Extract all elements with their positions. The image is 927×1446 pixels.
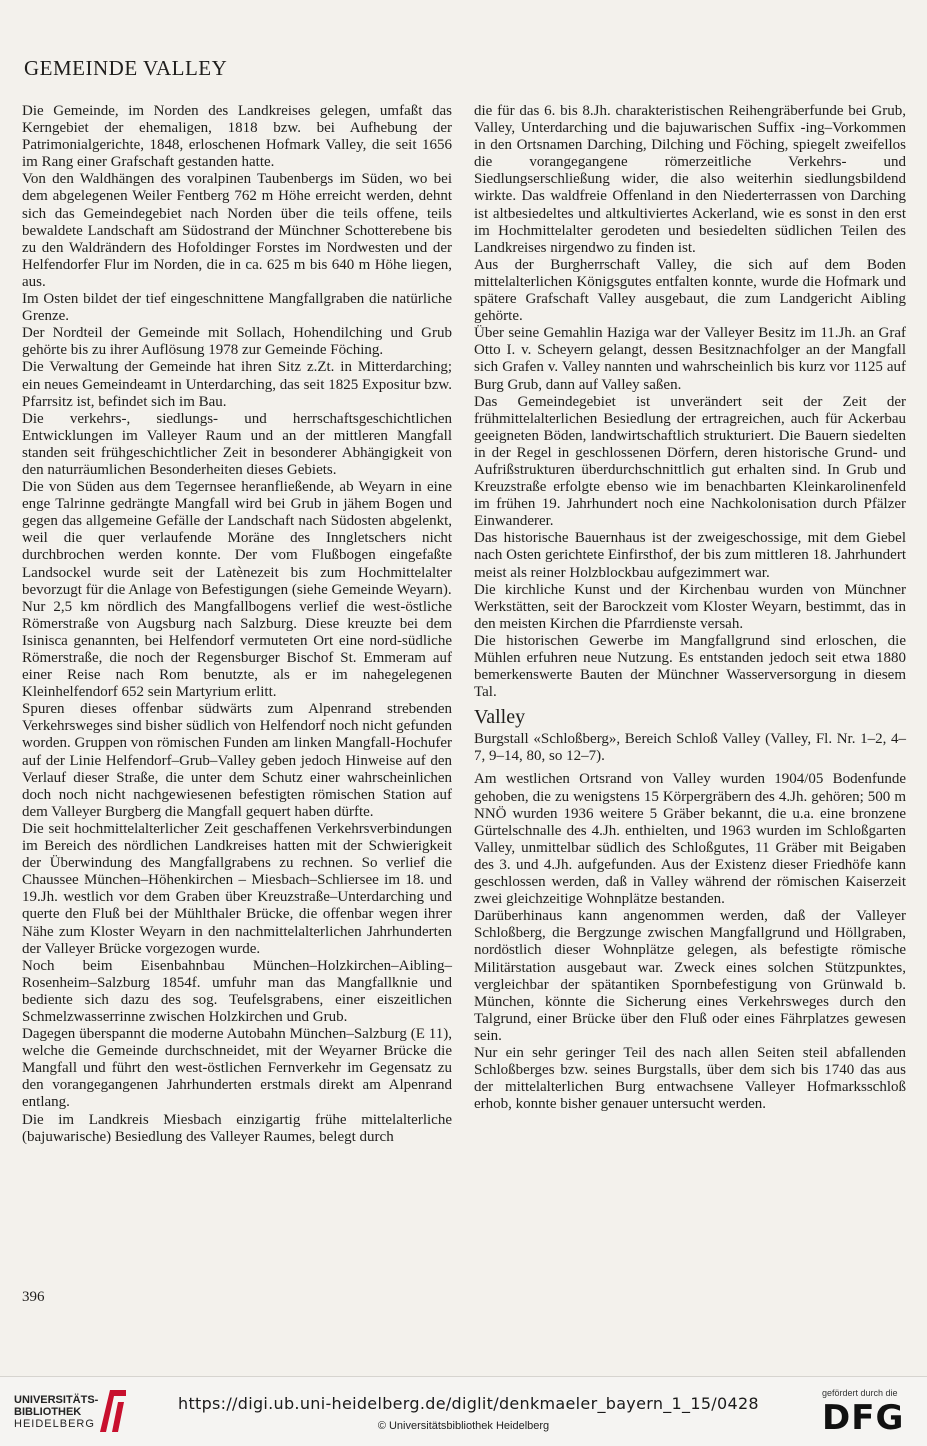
- paragraph: Dagegen überspannt die moderne Autobahn München–Salzburg (E 11), welche die Gemeinde durchschneidet, mit der Weyarner Brücke die Mangfall und führt den west-östlichen Fernverkehr im Gegensatz zu den vorangegangenen Jahrhunderten erstmals direkt am Alpenrand entlang.: [22, 1026, 452, 1111]
- paragraph: Die verkehrs-, siedlungs- und herrschaftsgeschichtlichen Entwicklungen im Valleyer Raum und an der mittleren Mangfall standen seit frühgeschichtlicher Zeit in besonderer Abhängigkeit von den naturräumlichen Besonderheiten dieses Gebiets.: [22, 410, 452, 478]
- paragraph: Noch beim Eisenbahnbau München–Holzkirchen–Aibling–Rosenheim–Salzburg 1854f. umfuhr man das Mangfallknie und bediente sich dazu des sog. Teufelsgrabens, einer eiszeitlichen Schmelzwasserrinne zwischen Holzkirchen und Grub.: [22, 957, 452, 1025]
- logo-line: UNIVERSITÄTS-: [14, 1394, 99, 1406]
- copyright-note: © Universitätsbibliothek Heidelberg: [377, 1420, 550, 1432]
- paragraph: Darüberhinaus kann angenommen werden, daß der Valleyer Schloßberg, die Bergzunge zwischen Mangfallgrund und Höllgraben, nordöstlich dieser Wohnplätze gelegen, als befestigte römische Militärstation ausgebaut war. Zweck eines solchen Stützpunktes, vergleichbar der spätantiken Spornbefestigung von Grünwald b. München, könnte die Sicherung eines Verkehrsweges durch den Talgrund, einer Brücke über den Fluß oder eines Fährplatzes gewesen sein.: [474, 908, 906, 1044]
- page-title: GEMEINDE VALLEY: [24, 56, 228, 80]
- paragraph: Von den Waldhängen des voralpinen Taubenbergs im Süden, wo bei dem abgelegenen Weiler Fentberg 762 m Höhe erreicht werden, dehnt sich das Gemeindegebiet nach Norden über die teils offene, teils bewaldete Landschaft am Südostrand der Münchner Schotterebene bis zu den Waldrändern des Hofoldinger Forstes im Nordwesten und der Helfendorfer Flur im Norden, die in ca. 625 m bis 640 m Höhe liegen, aus.: [22, 171, 452, 290]
- permalink-url[interactable]: https://digi.ub.uni-heidelberg.de/diglit/denkmaeler_bayern_1_15/0428: [178, 1394, 759, 1413]
- logo-line: HEIDELBERG: [14, 1418, 95, 1430]
- paragraph: Der Nordteil der Gemeinde mit Sollach, Hohendilching und Grub gehörte bis zu ihrer Auflösung 1978 zur Gemeinde Föching.: [22, 325, 452, 359]
- paragraph: Die im Landkreis Miesbach einzigartig frühe mittelalterliche (bajuwarische) Besiedlung des Valleyer Raumes, belegt durch: [22, 1111, 452, 1145]
- entry-label: Burgstall «Schloßberg», Bereich Schloß Valley (Valley, Fl. Nr. 1–2, 4–7, 9–14, 80, so 12–7).: [474, 731, 906, 765]
- paragraph: Nur ein sehr geringer Teil des nach allen Seiten steil abfallenden Schloßberges bzw. seines Burgstalls, über dem sich bis 1740 das aus der mittelalterlichen Burg entwachsene Valleyer Hofmarksschloß erhob, konnte bisher genauer untersucht werden.: [474, 1044, 906, 1113]
- paragraph: Am westlichen Ortsrand von Valley wurden 1904/05 Bodenfunde gehoben, die zu wenigstens 15 Körpergräbern des 4.Jh. gehören; 500 m NNÖ wurden 1936 weitere 5 Gräber bekannt, die u.a. eine bronzene Gürtelschnalle des 4.Jh. enthielten, und 1963 wurden im Schloßgarten Valley, unmittelbar südlich des Schloßgutes, 11 Gräber mit Beigaben des 3. und 4.Jh. aufgefunden. Aus der Existenz dieser Friedhöfe kann geschlossen werden, daß in Valley während der römischen Kaiserzeit zwei gleichzeitige Wohnplätze bestanden.: [474, 771, 906, 908]
- paragraph: Die von Süden aus dem Tegernsee heranfließende, ab Weyarn in eine enge Talrinne gedrängte Mangfall wird bei Grub in jähem Bogen und gegen das allgemeine Gefälle der Landschaft nach Südosten abgelenkt, weil die quer verlaufende Moräne des Inngletschers nicht durchbrochen werden konnte. Der vom Flußbogen eingefaßte Landsockel wurde seit der Latènezeit bis zum Hochmittelalter bevorzugt für die Anlage von Befestigungen (siehe Gemeinde Weyarn).: [22, 479, 452, 598]
- paragraph: Die historischen Gewerbe im Mangfallgrund sind erloschen, die Mühlen erfuhren neue Nutzung. Es entstanden jedoch seit etwa 1880 bemerkenswerte Bauten der Münchner Wasserversorgung in diesem Tal.: [474, 632, 906, 701]
- right-column: [474, 103, 906, 1113]
- funding-note: gefördert durch die: [822, 1388, 898, 1398]
- footer-bar: [0, 1376, 927, 1446]
- footer-divider: [0, 1376, 927, 1377]
- paragraph: die für das 6. bis 8.Jh. charakteristischen Reihengräberfunde bei Grub, Valley, Unterdarching und die bajuwarischen Suffix -ing–Vorkommen in den Ortsnamen Darching, Dilching und Föching, spiegelt zweifellos die vorangegangene römerzeitliche Verkehrs- und Siedlungserschließung wider, die also weiterhin siedlungsbildend wirkte. Das waldfreie Offenland in den Niederterrassen von Darching ist altbesiedeltes und altkultiviertes Ackerland, wie es sonst in den erst im Hochmittelalter gerodeten und besiedelten südlichen Teilen des Landkreises nirgendwo zu finden ist.: [474, 103, 906, 256]
- paragraph: Über seine Gemahlin Haziga war der Valleyer Besitz im 11.Jh. an Graf Otto I. v. Scheyern gelangt, dessen Besitznachfolger an der Mangfall sich Grafen v. Valley nannten und wahrscheinlich bis kurz vor 1125 auf Burg Grub, dann auf Valley saßen.: [474, 325, 906, 393]
- paragraph: Die Gemeinde, im Norden des Landkreises gelegen, umfaßt das Kerngebiet der ehemaligen, 1818 bzw. bei Aufhebung der Patrimonialgerichte, 1848, erloschenen Hofmark Valley, die seit 1656 im Rang einer Grafschaft gestanden hatte.: [22, 103, 452, 171]
- paragraph: Im Osten bildet der tief eingeschnittene Mangfallgraben die natürliche Grenze.: [22, 291, 452, 325]
- section-subheading: Valley: [474, 706, 526, 729]
- dfg-logo: DFG: [822, 1398, 905, 1438]
- left-column: [22, 103, 452, 1146]
- paragraph: Aus der Burgherrschaft Valley, die sich auf dem Boden mittelalterlichen Königsgutes entfalten konnte, wurde die Hofmark und spätere Grafschaft Valley ausgebaut, die zum Landgericht Aibling gehörte.: [474, 256, 906, 325]
- paragraph: Das Gemeindegebiet ist unverändert seit der Zeit der frühmittelalterlichen Besiedlung der ertragreichen, auch für Ackerbau geeigneten Böden, landwirtschaftlich strukturiert. Die Bauern siedelten in der Regel in geschlossenen Dörfern, deren historische Grund- und Aufrißstrukturen überdurchschnittlich gut erhalten sind. In Grub und Kreuzstraße erfolgte ebenso wie im benachbarten Kleinkarolinenfeld im frühen 19. Jahrhundert noch eine Nachkolonisation durch Pfälzer Einwanderer.: [474, 393, 906, 530]
- paragraph: Die Verwaltung der Gemeinde hat ihren Sitz z.Zt. in Mitterdarching; ein neues Gemeindeamt in Unterdarching, das seit 1825 Expositur bzw. Pfarrsitz ist, befindet sich im Bau.: [22, 359, 452, 410]
- logo-line: BIBLIOTHEK: [14, 1406, 82, 1418]
- paragraph: Spuren dieses offenbar südwärts zum Alpenrand strebenden Verkehrsweges sind bisher südlich von Helfendorf noch nicht gefunden worden. Gruppen von römischen Funden am linken Mangfall-Hochufer auf der Linie Helfendorf–Grub–Valley geben jedoch Hinweise auf den Verlauf dieser Straße, die unter dem Schutz einer wahrscheinlichen doch noch nicht nachgewiesenen befestigten römischen Station auf dem Valleyer Burgberg die Mangfall gequert haben dürfte.: [22, 701, 452, 820]
- page-number: 396: [22, 1289, 45, 1305]
- paragraph: Nur 2,5 km nördlich des Mangfallbogens verlief die west-östliche Römerstraße von Augsburg nach Salzburg. Diese kreuzte bei dem Isinisca genannten, bei Helfendorf vermuteten Ort eine nord-südliche Römerstraße, die noch der Regensburger Bischof St. Emmeram auf einer Reise nach Rom benutzte, als er im nahegelegenen Kleinhelfendorf 652 sein Martyrium erlitt.: [22, 598, 452, 701]
- paragraph: Das historische Bauernhaus ist der zweigeschossige, mit dem Giebel nach Osten gerichtete Einfirsthof, der bis zum mittleren 18. Jahrhundert meist als reiner Holzblockbau aufgezimmert war.: [474, 530, 906, 581]
- paragraph: Die seit hochmittelalterlicher Zeit geschaffenen Verkehrsverbindungen im Bereich des nördlichen Landkreises hatten mit der Schwierigkeit der Überwindung des Mangfallgrabens zu rechnen. So verlief die Chaussee München–Höhenkirchen – Miesbach–Schliersee im 18. und 19.Jh. westlich vor dem Graben über Kreuzstraße–Unterdarching und querte den Fluß bei der Mühlthaler Brücke, die offenbar wegen ihrer Nähe zum Kloster Weyarn in den nachmittelalterlichen Jahrhunderten der Valleyer Brücke vorgezogen wurde.: [22, 820, 452, 957]
- paragraph: Die kirchliche Kunst und der Kirchenbau wurden von Münchner Werkstätten, seit der Barockzeit vom Kloster Weyarn, bestimmt, das in den meisten Kirchen die Pfarrdienste versah.: [474, 581, 906, 632]
